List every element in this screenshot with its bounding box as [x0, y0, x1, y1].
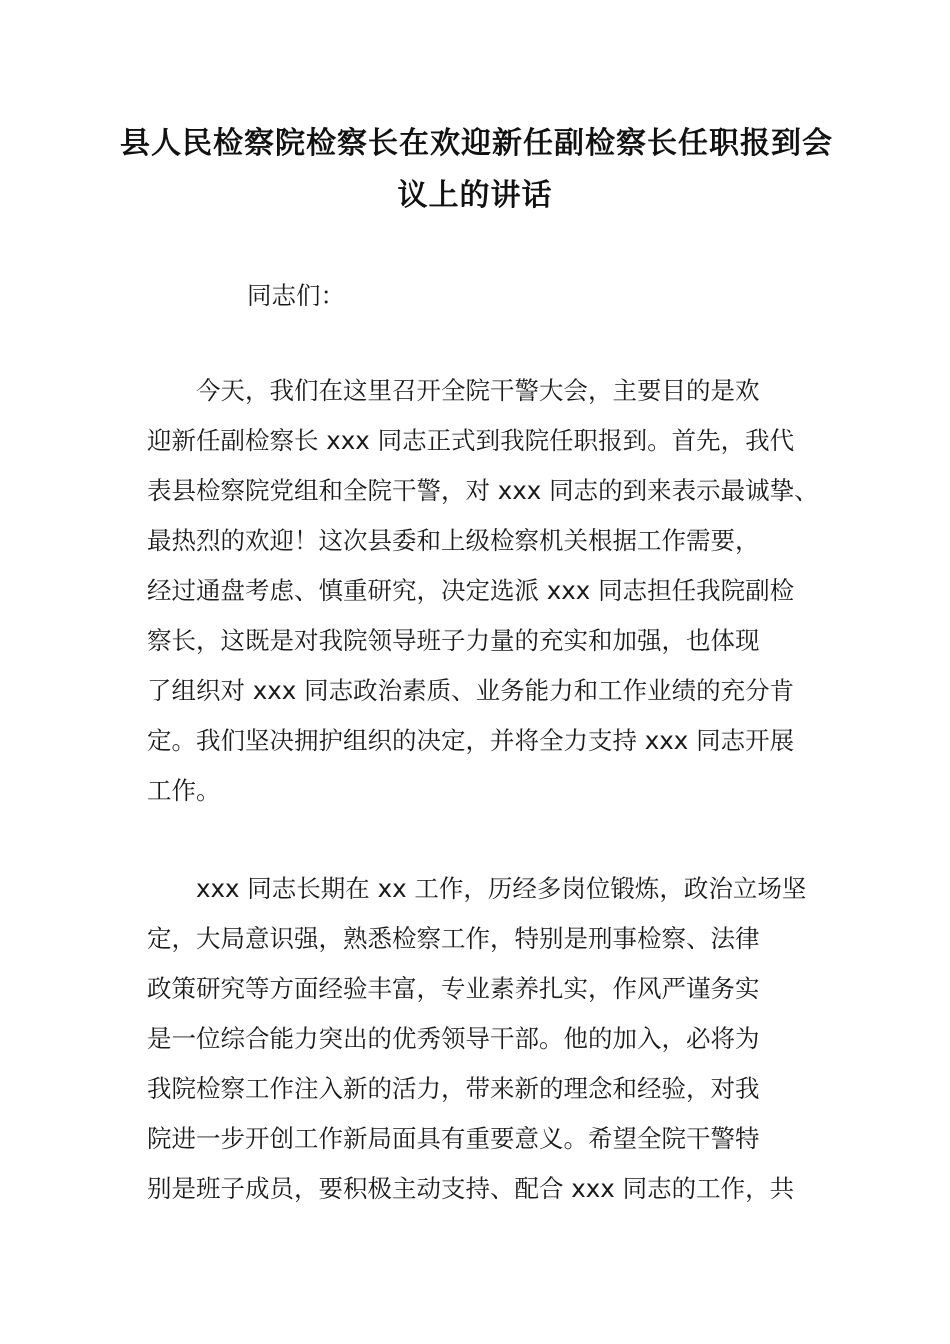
- paragraph-1-line: 工作。: [147, 776, 221, 805]
- paragraph-1-line: 察长，这既是对我院领导班子力量的充实和加强，也体现: [147, 626, 760, 655]
- paragraph-2-line: 政策研究等方面经验丰富，专业素养扎实，作风严谨务实: [147, 974, 760, 1003]
- paragraph-1-line: 定。我们坚决拥护组织的决定，并将全力支持 xxx 同志开展: [147, 726, 795, 755]
- paragraph-2-line: 是一位综合能力突出的优秀领导干部。他的加入，必将为: [147, 1024, 760, 1053]
- title-line-1: 县人民检察院检察长在欢迎新任副检察长任职报到会: [120, 126, 833, 161]
- paragraph-1-line: 最热烈的欢迎！这次县委和上级检察机关根据工作需要，: [147, 526, 760, 555]
- paragraph-1-line: 今天，我们在这里召开全院干警大会，主要目的是欢: [196, 376, 760, 405]
- paragraph-2-line: 定，大局意识强，熟悉检察工作，特别是刑事检察、法律: [147, 924, 760, 953]
- paragraph-1-line: 迎新任副检察长 xxx 同志正式到我院任职报到。首先，我代: [147, 426, 795, 455]
- paragraph-2-line: xxx 同志长期在 xx 工作，历经多岗位锻炼，政治立场坚: [196, 874, 807, 903]
- paragraph-2-line: 院进一步开创工作新局面具有重要意义。希望全院干警特: [147, 1124, 760, 1153]
- salutation: 同志们：: [247, 281, 345, 310]
- paragraph-1-line: 经过通盘考虑、慎重研究，决定选派 xxx 同志担任我院副检: [147, 576, 795, 605]
- paragraph-1-line: 了组织对 xxx 同志政治素质、业务能力和工作业绩的充分肯: [147, 676, 795, 705]
- paragraph-2-line: 别是班子成员，要积极主动支持、配合 xxx 同志的工作，共: [147, 1174, 795, 1203]
- paragraph-1-line: 表县检察院党组和全院干警，对 xxx 同志的到来表示最诚挚、: [147, 476, 819, 505]
- paragraph-2-line: 我院检察工作注入新的活力，带来新的理念和经验，对我: [147, 1074, 760, 1103]
- title-line-2: 议上的讲话: [397, 178, 553, 213]
- document-title: [120, 118, 833, 222]
